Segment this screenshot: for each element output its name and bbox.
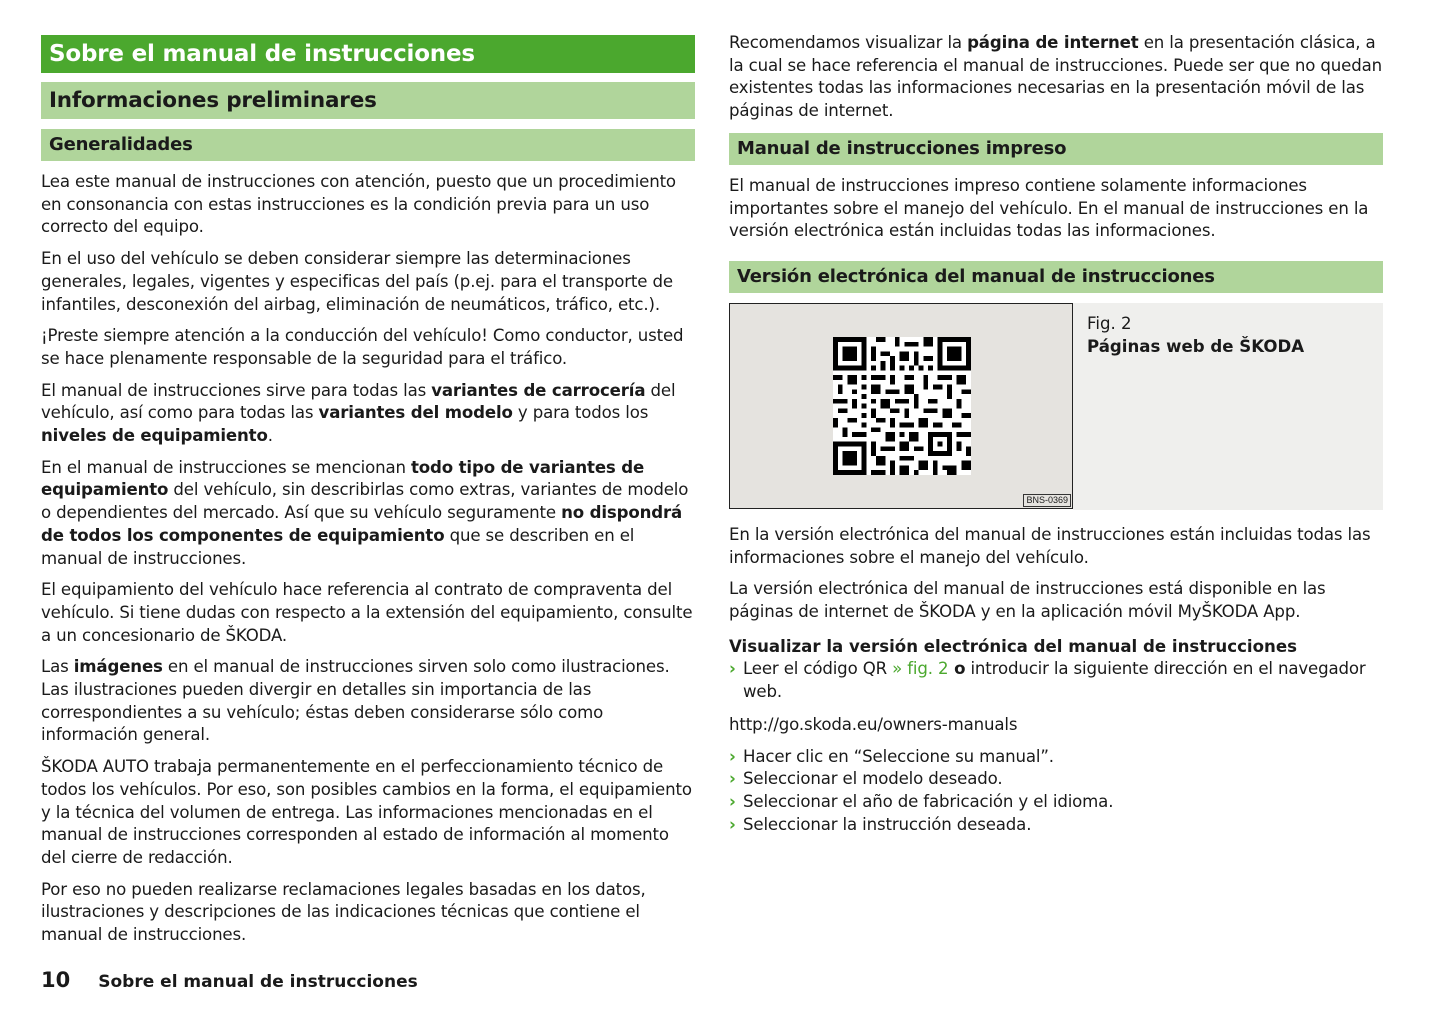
step-2: › Seleccionar el modelo deseado. <box>729 768 1383 791</box>
subsection-title: Generalidades <box>41 129 695 161</box>
intro-paragraph: Recomendamos visualizar la página de internet en la presentación clásica, a la cual se hace referencia el manual de instrucciones. Puede ser que no quedan existentes todas las informaciones necesarias en la presentación móvil de las páginas de internet. <box>729 33 1382 121</box>
paragraph-5: En el manual de instrucciones se mencionan todo tipo de variantes de equipamiento del vehículo, sin describirlas como extras, variantes de modelo o dependientes del mercado. Así que su vehículo seguramente no dispondrá de todos los componentes de equipamiento que se describen en el manual de instrucciones. <box>41 457 689 568</box>
figure-code: BNS-0369 <box>1023 494 1071 507</box>
paragraph-7: Las imágenes en el manual de instrucciones sirven solo como ilustraciones. Las ilustraciones pueden divergir en detalles sin importancia de las correspondientes a su vehículo; éstas deben considerarse sólo como información general. <box>41 657 670 745</box>
step-1: › Hacer clic en “Seleccione su manual”. <box>729 746 1383 769</box>
left-column <box>41 32 695 956</box>
step-3: › Seleccionar el año de fabricación y el idioma. <box>729 791 1383 814</box>
chapter-title: Sobre el manual de instrucciones <box>41 35 695 73</box>
paragraph-6: El equipamiento del vehículo hace referencia al contrato de compraventa del vehículo. Si tiene dudas con respecto a la extensión del equipamiento, consulte a un concesionario de ŠKODA. <box>41 580 693 645</box>
printed-manual-title: Manual de instrucciones impreso <box>729 133 1383 165</box>
figure-2 <box>729 303 1383 510</box>
paragraph-3: ¡Preste siempre atención a la conducción del vehículo! Como conductor, usted se hace plenamente responsable de la seguridad para el tráfico. <box>41 326 684 368</box>
paragraph-4: El manual de instrucciones sirve para todas las variantes de carrocería del vehículo, así como para todas las variantes del modelo y para todos los niveles de equipamiento. <box>41 380 676 446</box>
paragraph-1: Lea este manual de instrucciones con atención, puesto que un procedimiento en consonancia con estas instrucciones es la condición previa para un uso correcto del equipo. <box>41 172 676 237</box>
page-number: 10 <box>41 968 71 992</box>
figure-title: Páginas web de ŠKODA <box>1087 336 1305 356</box>
page-footer <box>41 968 418 992</box>
qr-code-icon[interactable] <box>833 337 971 475</box>
arrow-right-icon: › <box>729 659 736 679</box>
paragraph-8: ŠKODA AUTO trabaja permanentemente en el perfeccionamiento técnico de todos los vehículos. Por eso, son posibles cambios en la forma, el equipamiento y la técnica del volumen de entrega. Las informaciones mencionadas en el manual de instrucciones corresponden al estado de información al momento del cierre de redacción. <box>41 757 692 867</box>
electronic-paragraph-1: En la versión electrónica del manual de instrucciones están incluidas todas las informaciones sobre el manejo del vehículo. <box>729 524 1371 567</box>
step-4: › Seleccionar la instrucción deseada. <box>729 814 1383 837</box>
figure-number: Fig. 2 <box>1087 313 1132 333</box>
manual-url[interactable]: http://go.skoda.eu/owners-manuals <box>729 714 1018 734</box>
electronic-paragraph-2: La versión electrónica del manual de instrucciones está disponible en las páginas de internet de ŠKODA y en la aplicación móvil MyŠKODA App. <box>729 579 1326 622</box>
footer-title: Sobre el manual de instrucciones <box>98 972 418 992</box>
arrow-right-icon: › <box>729 769 736 789</box>
arrow-right-icon: › <box>729 791 736 811</box>
arrow-right-icon: › <box>729 746 736 766</box>
right-column <box>729 32 1383 836</box>
step-scan-qr: › Leer el código QR » fig. 2 o introducir la siguiente dirección en el navegador web. <box>729 659 1366 702</box>
electronic-manual-title: Versión electrónica del manual de instrucciones <box>729 261 1383 293</box>
arrow-right-icon: › <box>729 814 736 834</box>
figure-caption <box>1073 303 1383 510</box>
figure-link[interactable]: » fig. 2 <box>892 659 949 679</box>
printed-manual-paragraph: El manual de instrucciones impreso contiene solamente informaciones importantes sobre el manejo del vehículo. En el manual de instrucciones en la versión electrónica están incluidas todas las informaciones. <box>729 175 1369 241</box>
section-title: Informaciones preliminares <box>41 82 695 119</box>
paragraph-2: En el uso del vehículo se deben considerar siempre las determinaciones generales, legales, vigentes y especificas del país (p.ej. para el transporte de infantiles, desconexión del airbag, eliminación de neumáticos, tráfico, etc.). <box>41 249 673 314</box>
figure-image <box>729 303 1073 509</box>
paragraph-9: Por eso no pueden realizarse reclamaciones legales basadas en los datos, ilustraciones y descripciones de las indicaciones técnicas que contiene el manual de instrucciones. <box>41 879 646 945</box>
view-instructions-heading: Visualizar la versión electrónica del manual de instrucciones <box>729 636 1297 656</box>
